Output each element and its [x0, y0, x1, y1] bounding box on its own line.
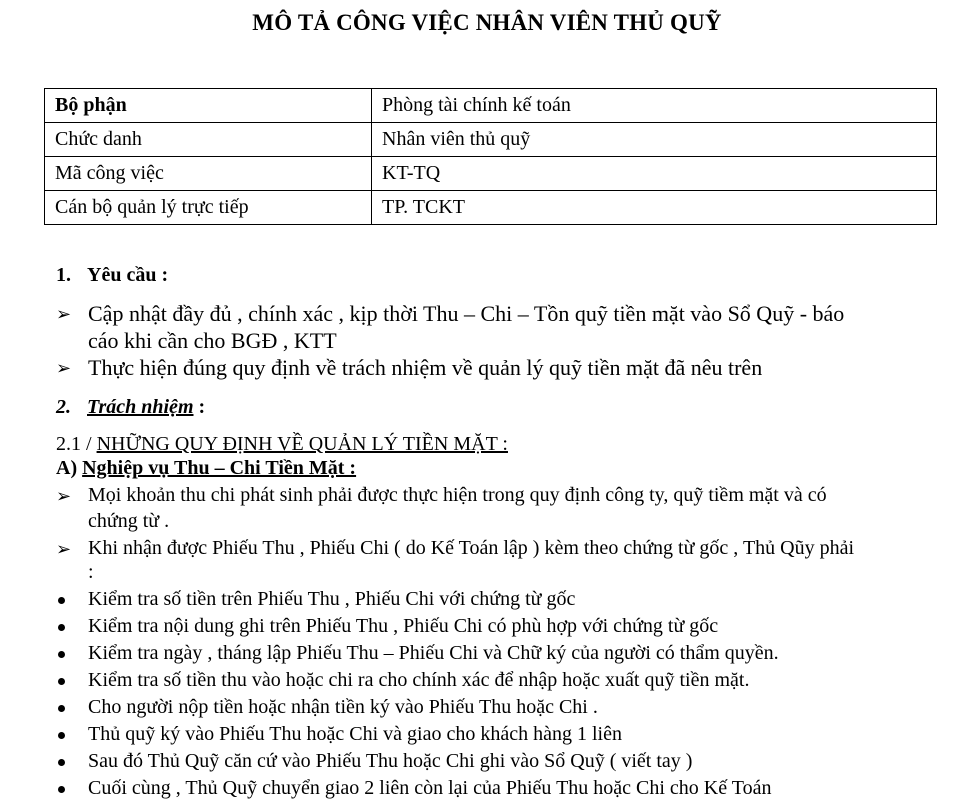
list-item-continuation: chứng từ .	[88, 510, 170, 532]
bullet-icon	[58, 705, 65, 712]
list-item: Cho người nộp tiền hoặc nhận tiền ký vào Phiếu Thu hoặc Chi .	[88, 696, 598, 718]
job-info-table	[44, 88, 937, 225]
section-1-heading	[56, 264, 168, 287]
arrow-bullet-icon: ➢	[56, 358, 72, 378]
arrow-bullet-icon: ➢	[56, 539, 72, 559]
table-label: Mã công việc	[45, 157, 372, 191]
list-item: Khi nhận được Phiếu Thu , Phiếu Chi ( do Kế Toán lập ) kèm theo chứng từ gốc , Thủ Qũy phải	[88, 537, 855, 559]
list-item: Kiểm tra ngày , tháng lập Phiếu Thu – Phiếu Chi và Chữ ký của người có thẩm quyền.	[88, 642, 779, 664]
subsection-heading	[56, 433, 508, 456]
part-heading	[56, 457, 356, 480]
list-item: Mọi khoản thu chi phát sinh phải được thực hiện trong quy định công ty, quỹ tiềm mặt và có	[88, 484, 827, 506]
list-item: Thực hiện đúng quy định về trách nhiệm về quản lý quỹ tiền mặt đã nêu trên	[88, 355, 763, 380]
table-label: Cán bộ quản lý trực tiếp	[45, 191, 372, 225]
table-value: KT-TQ	[372, 157, 937, 191]
bullet-icon	[58, 732, 65, 739]
table-label: Chức danh	[45, 123, 372, 157]
subsection-title: NHỮNG QUY ĐỊNH VỀ QUẢN LÝ TIỀN MẶT :	[96, 433, 508, 455]
arrow-bullet-icon: ➢	[56, 486, 72, 506]
table-value: Phòng tài chính kế toán	[372, 89, 937, 123]
list-item: Sau đó Thủ Quỹ căn cứ vào Phiếu Thu hoặc Chi ghi vào Sổ Quỹ ( viết tay )	[88, 750, 693, 772]
list-item: Cập nhật đầy đủ , chính xác , kịp thời Thu – Chi – Tồn quỹ tiền mặt vào Sổ Quỹ - báo	[88, 301, 845, 326]
section-2-heading	[56, 396, 205, 419]
document-title: MÔ TẢ CÔNG VIỆC NHÂN VIÊN THỦ QUỸ	[252, 10, 722, 35]
section-title: Trách nhiệm	[87, 396, 194, 418]
table-value: TP. TCKT	[372, 191, 937, 225]
bullet-icon	[58, 786, 65, 793]
list-item-continuation: cáo khi cần cho BGĐ , KTT	[88, 328, 337, 353]
table-row	[45, 157, 937, 191]
part-prefix: A)	[56, 457, 83, 479]
list-item: Kiểm tra số tiền thu vào hoặc chi ra cho chính xác để nhập hoặc xuất quỹ tiền mặt.	[88, 669, 750, 691]
table-row	[45, 89, 937, 123]
list-item: Thủ quỹ ký vào Phiếu Thu hoặc Chi và giao cho khách hàng 1 liên	[88, 723, 622, 745]
table-row	[45, 123, 937, 157]
list-item: Kiểm tra số tiền trên Phiếu Thu , Phiếu Chi với chứng từ gốc	[88, 588, 576, 610]
table-value: Nhân viên thủ quỹ	[372, 123, 937, 157]
table-label: Bộ phận	[45, 89, 372, 123]
bullet-icon	[58, 651, 65, 658]
arrow-bullet-icon: ➢	[56, 304, 72, 324]
list-item-continuation: :	[88, 561, 94, 583]
subsection-number: 2.1 /	[56, 433, 97, 455]
bullet-icon	[58, 597, 65, 604]
section-title: Yêu cầu :	[87, 264, 169, 286]
section-number: 1.	[56, 264, 71, 286]
bullet-icon	[58, 624, 65, 631]
list-item: Cuối cùng , Thủ Quỹ chuyển giao 2 liên còn lại của Phiếu Thu hoặc Chi cho Kế Toán	[88, 777, 772, 799]
bullet-icon	[58, 678, 65, 685]
part-title: Nghiệp vụ Thu – Chi Tiền Mặt :	[82, 457, 357, 479]
list-item: Kiểm tra nội dung ghi trên Phiếu Thu , Phiếu Chi có phù hợp với chứng từ gốc	[88, 615, 719, 637]
section-colon: :	[193, 396, 206, 418]
section-number: 2.	[56, 396, 71, 418]
table-row	[45, 191, 937, 225]
bullet-icon	[58, 759, 65, 766]
